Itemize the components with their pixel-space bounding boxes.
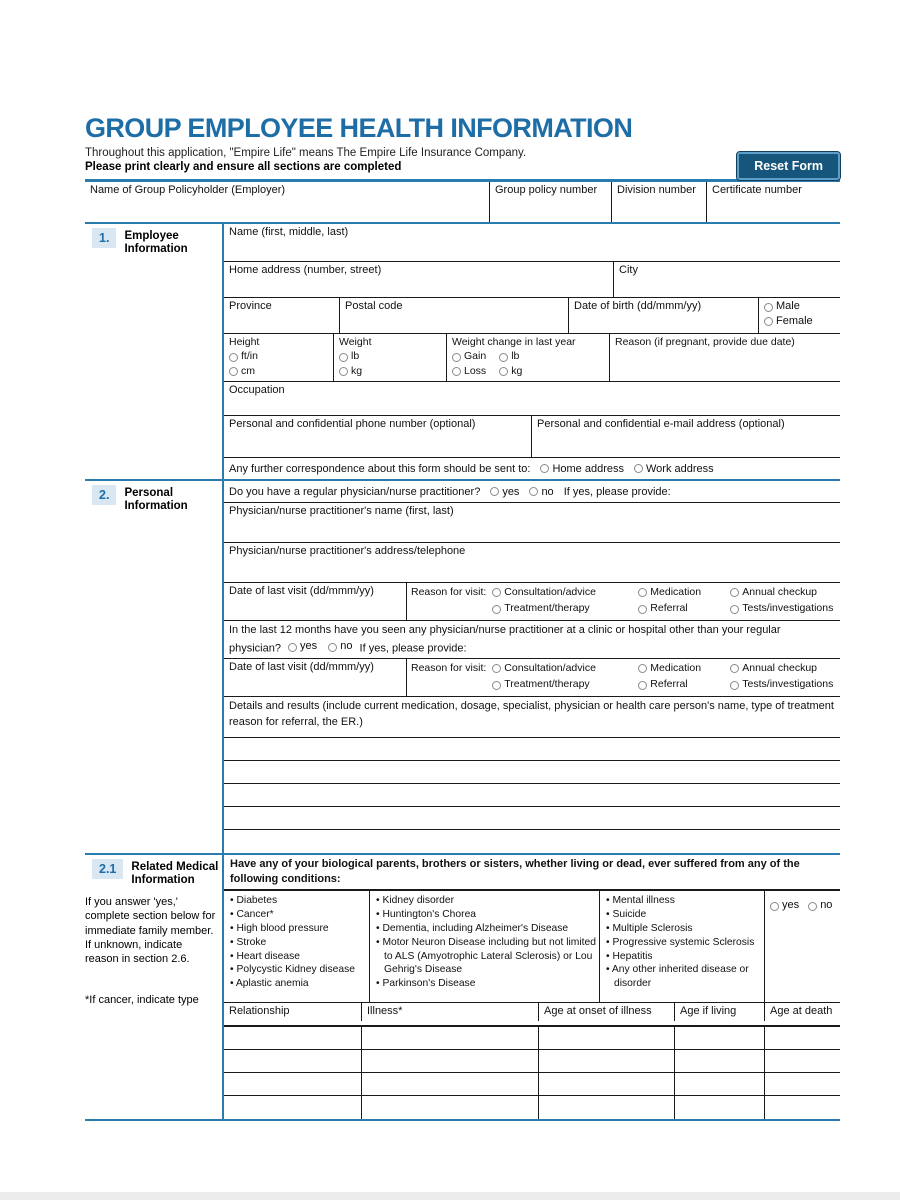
section-number-badge: 2. [92,485,116,505]
radio-icon[interactable] [540,464,549,473]
work-address-option-label: Work address [646,462,714,475]
lb-label: lb [351,350,360,363]
conditions-column-1 [224,891,370,1002]
radio-icon[interactable] [339,353,348,362]
weight-field [334,334,447,381]
no-label: no [820,899,833,912]
section21-content [222,855,840,1119]
table-row [224,1073,840,1096]
male-label: Male [776,300,800,313]
print-instruction: Please print clearly and ensure all sections are completed [85,161,402,174]
section1-label-column [85,224,222,479]
radio-icon[interactable] [764,303,773,312]
certificate-number-field[interactable]: Certificate number [712,184,802,197]
cm-label: cm [241,364,255,377]
condition-item: • Kidney disorder [376,894,596,908]
physician-no-radio[interactable] [529,486,553,498]
regular-physician-question [224,486,840,498]
radio-icon[interactable] [499,353,508,362]
home-address-field[interactable]: Home address (number, street) [224,262,614,297]
change-kg-radio[interactable] [499,365,522,378]
height-cm-radio[interactable] [229,365,328,378]
no-label: no [340,640,353,653]
relationship-header: Relationship [224,1003,362,1021]
height-field [224,334,334,381]
if-yes-label: If yes, please provide: [563,485,671,498]
table-cell[interactable] [362,1050,539,1072]
gain-radio[interactable] [452,350,486,363]
condition-item: • Stroke [230,936,366,950]
medication-radio[interactable] [638,662,726,675]
consultation-radio[interactable] [492,586,634,599]
option-label: Medication [650,662,702,675]
section-title-line: Information [124,500,188,513]
condition-item: • Multiple Sclerosis [606,922,761,936]
radio-icon[interactable] [229,367,238,376]
section-title-line: Employee [124,230,179,243]
correspondence-row [224,463,840,475]
section-employee-information [85,224,840,481]
conditions-row [224,891,840,1003]
condition-item: • Cancer* [230,908,366,922]
table-cell[interactable] [539,1073,675,1095]
last-12-months-question [224,621,840,658]
reset-form-button[interactable]: Reset Form [737,152,840,180]
kg-label: kg [351,364,363,377]
weight-lb-radio[interactable] [339,350,441,363]
group-policy-number-field[interactable]: Group policy number [490,182,612,222]
consultation-radio[interactable] [492,662,634,675]
radio-icon[interactable] [492,681,501,690]
radio-icon[interactable] [492,588,501,597]
form-subtitle: Throughout this application, "Empire Life" means The Empire Life Insurance Company. [85,147,527,160]
table-cell[interactable] [765,1073,840,1095]
ftin-label: ft/in [241,350,258,363]
tests-radio[interactable] [730,678,833,691]
option-label: Consultation/advice [504,662,596,675]
family-conditions-answer [765,891,840,1002]
city-field[interactable]: City [619,264,638,277]
radio-icon[interactable] [492,605,501,614]
division-number-field[interactable]: Division number [612,182,707,222]
condition-item: • Hepatitis [606,950,761,964]
lb-label: lb [511,350,520,363]
cancer-type-note: *If cancer, indicate type [85,993,199,1006]
condition-item: • Suicide [606,908,761,922]
section-title [124,485,187,513]
condition-item: • Mental illness [606,894,761,908]
table-row [224,1096,840,1119]
radio-icon[interactable] [452,353,461,362]
option-label: Referral [650,602,688,615]
table-row [224,1027,840,1050]
treatment-radio[interactable] [492,678,634,691]
kg-label: kg [511,364,523,377]
radio-icon[interactable] [730,605,739,614]
radio-icon[interactable] [339,367,348,376]
condition-item: • Parkinson's Disease [376,977,596,991]
table-cell[interactable] [675,1096,765,1119]
policyholder-name-field[interactable]: Name of Group Policyholder (Employer) [85,182,490,222]
condition-item: • Progressive systemic Sclerosis [606,936,761,950]
question-label: In the last 12 months have you seen any physician/nurse practitioner at a clinic or hospital other than your regular physician? [229,624,781,655]
section-title-line: Information [124,243,188,256]
question-label: Do you have a regular physician/nurse practitioner? [229,485,481,498]
weight-kg-radio[interactable] [339,365,441,378]
radio-icon[interactable] [808,902,817,911]
section21-label-column [85,855,222,1119]
section-title [124,228,187,256]
radio-icon[interactable] [764,317,773,326]
option-label: Referral [650,678,688,691]
tests-radio[interactable] [730,602,833,615]
female-radio[interactable] [764,315,835,329]
family-conditions-question: Have any of your biological parents, brothers or sisters, whether living or dead, ever suffered from any of the following conditions: [224,855,840,891]
referral-radio[interactable] [638,602,726,615]
yes-label: yes [300,640,318,653]
details-blank-line[interactable] [224,807,840,830]
condition-item: • Diabetes [230,894,366,908]
treatment-radio[interactable] [492,602,634,615]
date-last-visit-field-2[interactable]: Date of last visit (dd/mmm/yy) [224,659,407,696]
table-cell[interactable] [224,1027,362,1049]
form-title: GROUP EMPLOYEE HEALTH INFORMATION [85,113,633,143]
radio-icon[interactable] [730,664,739,673]
table-cell[interactable] [362,1027,539,1049]
last12-yes-radio[interactable] [288,639,317,655]
occupation-field[interactable]: Occupation [229,384,285,397]
radio-icon[interactable] [492,664,501,673]
weight-label: Weight [339,336,372,349]
section-title-line: Information [131,874,195,887]
table-cell[interactable] [765,1027,840,1049]
radio-icon[interactable] [499,367,508,376]
radio-icon[interactable] [730,588,739,597]
province-field[interactable]: Province [224,298,340,333]
annual-checkup-radio[interactable] [730,586,833,599]
referral-radio[interactable] [638,678,726,691]
table-cell[interactable] [765,1096,840,1119]
section-number-badge: 1. [92,228,116,248]
radio-icon[interactable] [452,367,461,376]
table-cell[interactable] [362,1096,539,1119]
table-row [224,1050,840,1073]
radio-icon[interactable] [638,588,647,597]
reason-for-visit-field [407,583,840,620]
radio-icon[interactable] [730,681,739,690]
condition-item: • High blood pressure [230,922,366,936]
weight-change-label: Weight change in last year [452,336,576,349]
table-cell[interactable] [539,1050,675,1072]
section2-label-column [85,481,222,853]
pregnancy-reason-field[interactable]: Reason (if pregnant, provide due date) [615,336,795,349]
postal-code-field[interactable]: Postal code [340,298,569,333]
section-title-line: Related Medical [131,861,219,874]
section-title-line: Personal [124,487,174,500]
radio-icon[interactable] [638,605,647,614]
radio-icon[interactable] [529,487,538,496]
details-blank-line[interactable] [224,738,840,761]
radio-icon[interactable] [770,902,779,911]
family-yes-radio[interactable] [770,899,799,913]
option-label: Medication [650,586,702,599]
last12-no-radio[interactable] [328,639,352,655]
condition-item: • Heart disease [230,950,366,964]
male-radio[interactable] [764,300,835,314]
radio-icon[interactable] [490,487,499,496]
option-label: Tests/investigations [742,602,834,615]
radio-icon[interactable] [638,664,647,673]
policyholder-row [85,182,840,224]
option-label: Tests/investigations [742,678,834,691]
condition-item: • Dementia, including Alzheimer's Disease [376,922,596,936]
details-results-field[interactable]: Details and results (include current medication, dosage, specialist, physician or health care person's name, type of treatment reason for referral, the ER.) [229,700,834,728]
details-blank-line[interactable] [224,830,840,853]
height-ftin-radio[interactable] [229,350,328,363]
female-label: Female [776,315,813,328]
condition-item: • Any other inherited disease or disorder [606,963,761,991]
table-cell[interactable] [224,1050,362,1072]
option-label: Annual checkup [742,662,818,675]
condition-item: • Motor Neuron Disease including but not limited to ALS (Amyotrophic Lateral Sclerosis) or Lou Gehrig's Disease [376,936,596,977]
table-cell[interactable] [539,1027,675,1049]
table-cell[interactable] [675,1027,765,1049]
physician-yes-radio[interactable] [490,486,519,498]
form-body [85,114,840,1121]
section-related-medical-information [85,855,840,1121]
table-cell[interactable] [362,1073,539,1095]
home-address-option-label: Home address [552,462,624,475]
age-onset-header: Age at onset of illness [539,1003,675,1021]
option-label: Consultation/advice [504,586,596,599]
table-cell[interactable] [675,1073,765,1095]
age-living-header: Age if living [675,1003,765,1021]
page-bottom-edge [0,1192,900,1200]
yes-label: yes [782,899,800,912]
option-label: Treatment/therapy [504,678,590,691]
home-address-radio[interactable] [540,463,624,475]
annual-checkup-radio[interactable] [730,662,833,675]
radio-icon[interactable] [229,353,238,362]
phone-number-field[interactable]: Personal and confidential phone number (optional) [224,416,532,457]
loss-radio[interactable] [452,365,486,378]
condition-item: • Aplastic anemia [230,977,366,991]
work-address-radio[interactable] [634,463,714,475]
employee-name-field[interactable]: Name (first, middle, last) [229,226,349,239]
change-lb-radio[interactable] [499,350,519,363]
email-address-field[interactable]: Personal and confidential e-mail address (optional) [537,418,785,431]
radio-icon[interactable] [634,464,643,473]
physician-name-field[interactable]: Physician/nurse practitioner's name (first, last) [229,505,454,518]
section-title [131,859,218,887]
table-cell[interactable] [224,1073,362,1095]
table-cell[interactable] [224,1096,362,1119]
weight-change-field [447,334,610,381]
if-yes-label: If yes, please provide: [359,642,467,655]
medication-radio[interactable] [638,586,726,599]
loss-label: Loss [464,364,487,377]
reason-visit-label: Reason for visit: [411,586,487,599]
section1-content [222,224,840,479]
date-of-birth-field[interactable]: Date of birth (dd/mmm/yy) [569,298,759,333]
sex-field [759,298,840,333]
physician-address-field[interactable]: Physician/nurse practitioner's address/telephone [229,545,466,558]
details-blank-line[interactable] [224,784,840,807]
family-no-radio[interactable] [808,899,832,913]
yes-instruction-note: If you answer 'yes,' complete section below for immediate family member. If unknown, indicate reason in section 2.6. [85,896,216,966]
details-blank-line[interactable] [224,761,840,784]
radio-icon[interactable] [328,643,337,652]
reason-for-visit-field-2 [407,659,840,696]
table-cell[interactable] [675,1050,765,1072]
family-table-header [224,1003,840,1027]
section-number-badge: 2.1 [92,859,123,879]
radio-icon[interactable] [638,681,647,690]
option-label: Treatment/therapy [504,602,590,615]
radio-icon[interactable] [288,643,297,652]
no-label: no [541,485,554,498]
option-label: Annual checkup [742,586,818,599]
reason-visit-label: Reason for visit: [411,662,487,675]
date-last-visit-field[interactable]: Date of last visit (dd/mmm/yy) [224,583,407,620]
conditions-column-3 [600,891,765,1002]
height-label: Height [229,336,260,349]
condition-item: • Huntington's Chorea [376,908,596,922]
section2-content [222,481,840,853]
section-personal-information [85,481,840,855]
table-cell[interactable] [765,1050,840,1072]
condition-item: • Polycystic Kidney disease [230,963,366,977]
yes-label: yes [502,485,520,498]
correspondence-label: Any further correspondence about this form should be sent to: [229,462,531,475]
age-death-header: Age at death [770,1005,833,1018]
table-cell[interactable] [539,1096,675,1119]
gain-label: Gain [464,350,487,363]
conditions-column-2 [370,891,600,1002]
illness-header: Illness* [362,1003,539,1021]
